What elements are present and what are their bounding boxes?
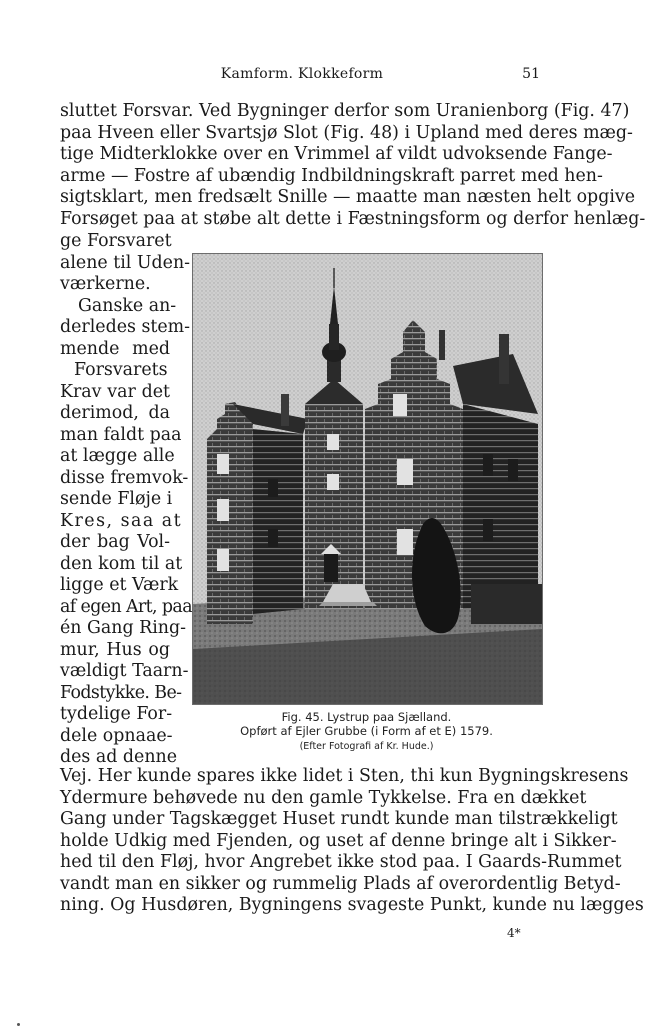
text-line: Forsøget paa at støbe alt dette i Fæstningsform og derfor henlæg- bbox=[60, 208, 646, 229]
text-line: Vej. Her kunde spares ikke lidet i Sten, thi kun Bygningskresens bbox=[60, 766, 629, 786]
text-line: derimod, da bbox=[60, 403, 170, 423]
page-number: 51 bbox=[522, 66, 540, 82]
signature-mark: 4* bbox=[507, 926, 521, 940]
page-speck bbox=[17, 1023, 20, 1026]
text-line: paa Hveen eller Svartsjø Slot (Fig. 48) i Upland med deres mæg- bbox=[60, 122, 633, 143]
text-line: alene til Uden- bbox=[60, 252, 191, 273]
text-line: sluttet Forsvar. Ved Bygninger derfor som Uranienborg (Fig. 47) bbox=[60, 101, 630, 121]
text-line: mur, Hus og bbox=[60, 639, 170, 660]
text-line: ge Forsvaret bbox=[60, 231, 172, 251]
text-line: des ad denne bbox=[60, 747, 178, 767]
text-line: derledes stem- bbox=[60, 317, 191, 337]
text-line: sende Fløje i bbox=[60, 489, 173, 509]
text-line: der bag Vol- bbox=[60, 532, 170, 552]
text-line: Fodstykke. Be- bbox=[60, 682, 182, 703]
figure-caption-credit: (Efter Fotografi af Kr. Hude.) bbox=[299, 741, 434, 752]
text-line: Krav var det bbox=[60, 381, 170, 402]
castle-photograph bbox=[192, 253, 543, 705]
text-line: ligge et Værk bbox=[60, 575, 179, 595]
figure-caption-description: Opført af Ejler Grubbe (i Form af et E) 1579. bbox=[240, 724, 493, 738]
text-line: Forsvarets bbox=[74, 360, 168, 380]
text-line: Ganske an- bbox=[78, 295, 177, 316]
text-line: ning. Og Husdøren, Bygningens svageste Punkt, kunde nu lægges bbox=[60, 895, 644, 915]
text-line: dele opnaae- bbox=[60, 725, 173, 746]
text-line: af egen Art, paa bbox=[60, 596, 192, 617]
text-line: man faldt paa bbox=[60, 424, 182, 445]
text-line: én Gang Ring- bbox=[60, 618, 187, 638]
top-paragraph bbox=[60, 101, 646, 230]
figure-caption-title: Fig. 45. Lystrup paa Sjælland. bbox=[281, 710, 452, 724]
text-line: holde Udkig med Fjenden, og uset af denne bringe alt i Sikker- bbox=[60, 830, 617, 851]
text-line: tydelige For- bbox=[60, 704, 173, 724]
text-line: tige Midterklokke over en Vrimmel af vildt udvoksende Fange- bbox=[60, 144, 613, 164]
text-line: Gang under Tagskægget Huset rundt kunde man tilstrækkeligt bbox=[60, 809, 618, 829]
text-line: Ydermure behøvede nu den gamle Tykkelse. Fra en dækket bbox=[60, 787, 587, 808]
bottom-paragraph bbox=[60, 766, 644, 917]
text-line: at lægge alle bbox=[60, 446, 175, 466]
text-line: værkerne. bbox=[60, 274, 151, 294]
text-line: arme — Fostre af ubændig Indbildningskraft parret med hen- bbox=[60, 165, 603, 186]
text-line: vældigt Taarn- bbox=[60, 661, 189, 681]
text-line: den kom til at bbox=[60, 553, 183, 574]
text-line: mende med bbox=[60, 338, 170, 359]
narrow-column-text bbox=[60, 231, 192, 769]
running-title: Kamform. Klokkeform bbox=[220, 66, 384, 82]
text-line: hed til den Fløj, hvor Angrebet ikke stod paa. I Gaards-Rummet bbox=[60, 852, 622, 872]
text-line: Kres, saa at bbox=[60, 510, 183, 531]
text-line: sigtsklart, men fredsælt Snille — maatte man næsten helt opgive bbox=[60, 187, 636, 207]
running-head bbox=[60, 66, 544, 86]
text-line: vandt man en sikker og rummelig Plads af overordentlig Betyd- bbox=[60, 873, 621, 894]
text-line: disse fremvok- bbox=[60, 467, 189, 488]
